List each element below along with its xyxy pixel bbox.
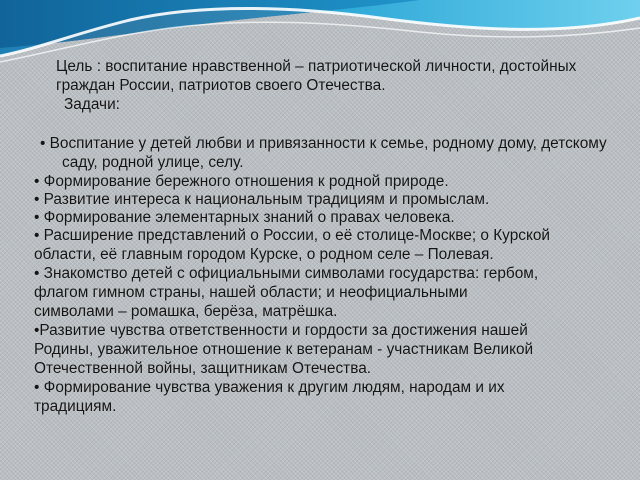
task-line-1: • Воспитание у детей любви и привязанности к семье, родному дому, детскому bbox=[40, 135, 607, 152]
goal-line-2: граждан России, патриотов своего Отечества. bbox=[56, 77, 386, 94]
task-line-13: Отечественной войны, защитникам Отечества. bbox=[34, 360, 372, 377]
task-line-6: • Расширение представлений о России, о её столице-Москве; о Курской bbox=[34, 227, 551, 244]
task-line-11: •Развитие чувства ответственности и гордости за достижения нашей bbox=[34, 322, 528, 339]
task-line-5: • Формирование элементарных знаний о правах человека. bbox=[34, 209, 455, 226]
task-line-8: • Знакомство детей с официальными символами государства: гербом, bbox=[34, 265, 539, 282]
task-line-14: • Формирование чувства уважения к другим людям, народам и их bbox=[34, 379, 505, 396]
task-line-12: Родины, уважительное отношение к ветеранам - участникам Великой bbox=[34, 341, 534, 358]
goal-line-1: Цель : воспитание нравственной – патриотической личности, достойных bbox=[56, 58, 577, 75]
task-line-9: флагом гимном страны, нашей области; и неофициальными bbox=[34, 284, 468, 301]
task-line-15: традициям. bbox=[34, 398, 117, 415]
task-line-7: области, её главным городом Курске, о родном селе – Полевая. bbox=[34, 246, 494, 263]
tasks-heading: Задачи: bbox=[64, 96, 120, 113]
task-line-2: саду, родной улице, селу. bbox=[62, 154, 244, 171]
task-line-3: • Формирование бережного отношения к родной природе. bbox=[34, 173, 449, 190]
task-line-10: символами – ромашка, берёза, матрёшка. bbox=[34, 303, 338, 320]
task-line-4: • Развитие интереса к национальным традициям и промыслам. bbox=[34, 191, 490, 208]
